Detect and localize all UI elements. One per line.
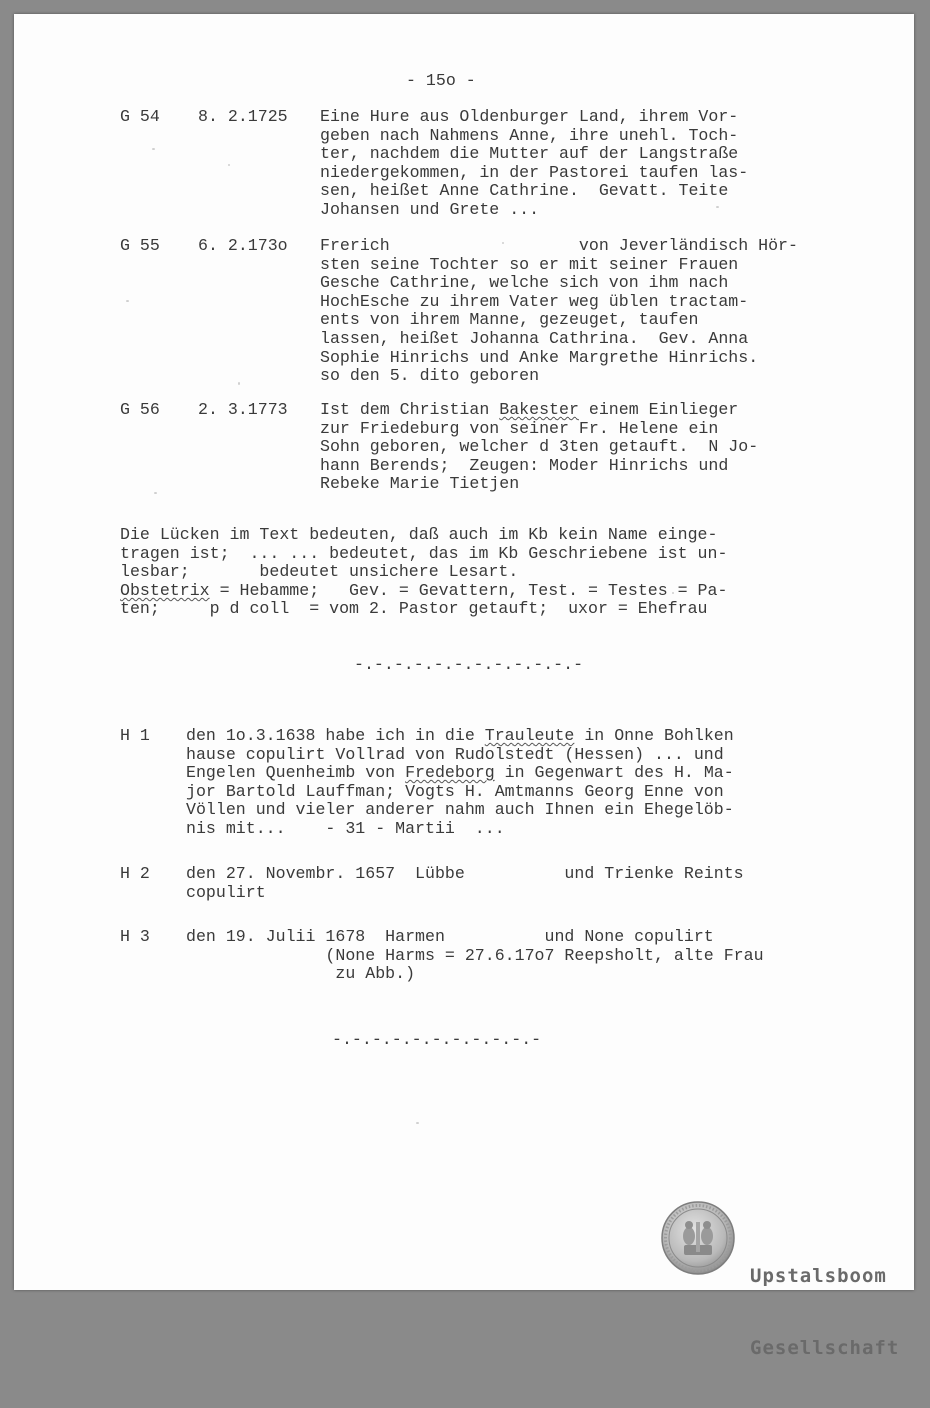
text-line: Ist dem Christian Bakester einem Einlieger <box>320 400 739 419</box>
section-divider: -.-.-.-.-.-.-.-.-.-.- <box>332 1030 542 1049</box>
text-line: zur Friedeburg von seiner Fr. Helene ein <box>320 418 719 438</box>
paper-speck <box>126 300 129 302</box>
text-line: (None Harms = 27.6.17o7 Reepsholt, alte Frau <box>186 945 764 965</box>
entry-text <box>186 928 764 984</box>
section-divider: -.-.-.-.-.-.-.-.-.-.-.- <box>354 655 584 674</box>
text-line: Johansen und Grete ... <box>320 199 540 219</box>
note-line: lesbar; bedeutet unsichere Lesart. <box>120 562 519 582</box>
wordmark-line: Upstalsboom <box>750 1265 887 1287</box>
underlined-word: Trauleute <box>484 726 575 745</box>
text-line: ents von ihrem Manne, gezeuget, taufen <box>320 310 699 330</box>
text-line: nis mit... - 31 - Martii ... <box>186 818 505 838</box>
text-line: Sophie Hinrichs und Anke Margrethe Hinrichs. <box>320 347 759 367</box>
text-line: Rebeke Marie Tietjen <box>320 474 520 494</box>
entry-text <box>186 865 744 902</box>
paper-speck <box>152 148 155 150</box>
underlined-word: Obstetrix <box>120 580 210 600</box>
text-line: Sohn geboren, welcher d 3ten getauft. N Jo- <box>320 437 759 457</box>
paper-speck <box>154 492 157 494</box>
entry-code: H 1 <box>120 726 150 745</box>
seal-icon <box>660 1200 736 1276</box>
text-line: hann Berends; Zeugen: Moder Hinrichs und <box>320 455 729 475</box>
text-line: Frerich von Jeverländisch Hör- <box>320 236 798 255</box>
text-line: sten seine Tochter so er mit seiner Frauen <box>320 254 739 274</box>
text-line: geben nach Nahmens Anne, ihre unehl. Toch- <box>320 125 739 145</box>
entry-date: 8. 2.1725 <box>198 107 288 126</box>
entry-date: 6. 2.173o <box>198 236 288 255</box>
entry-text <box>320 237 798 386</box>
note-line: tragen ist; ... ... bedeutet, das im Kb Geschriebene ist un- <box>120 543 728 563</box>
note-line: ten; p d coll = vom 2. Pastor getauft; uxor = Ehefrau <box>120 599 708 619</box>
text-line: den 27. Novembr. 1657 Lübbe und Trienke Reints <box>186 864 744 883</box>
entry-text <box>186 727 734 839</box>
text-line: HochEsche zu ihrem Vater weg üblen tractam- <box>320 291 749 311</box>
text-line: so den 5. dito geboren <box>320 366 540 386</box>
underlined-word: Bakester <box>499 400 579 419</box>
explanatory-note <box>120 526 727 619</box>
text-line: lassen, heißet Johanna Cathrina. Gev. Anna <box>320 328 749 348</box>
text-line: jor Bartold Lauffman; Vogts H. Amtmanns Georg Enne von <box>186 781 724 801</box>
document-page <box>14 14 914 1359</box>
entry-code: G 55 <box>120 236 160 255</box>
text-line: Gesche Cathrine, welche sich von ihm nach <box>320 273 729 293</box>
text-line: Völlen und vieler anderer nahm auch Ihnen ein Ehegelöb- <box>186 800 734 820</box>
text-line: ter, nachdem die Mutter auf der Langstraße <box>320 144 739 164</box>
paper-speck <box>416 1122 419 1124</box>
wordmark-line: Gesellschaft <box>750 1337 900 1359</box>
text-line: den 19. Julii 1678 Harmen und None copulirt <box>186 927 714 946</box>
text-line: sen, heißet Anne Cathrine. Gevatt. Teite <box>320 181 729 201</box>
text-line: copulirt <box>186 882 266 902</box>
entry-text <box>320 108 748 220</box>
entry-code: G 54 <box>120 107 160 126</box>
entry-date: 2. 3.1773 <box>198 400 288 419</box>
text-line: den 1o.3.1638 habe ich in die Trauleute in Onne Bohlken <box>186 726 734 745</box>
publisher-wordmark <box>750 1216 899 1408</box>
note-line: Die Lücken im Text bedeuten, daß auch im Kb kein Name einge- <box>120 525 718 544</box>
text-line: Engelen Quenheimb von Fredeborg in Gegenwart des H. Ma- <box>186 763 734 783</box>
entry-text <box>320 401 758 494</box>
paper-speck <box>238 382 240 385</box>
text-line: Eine Hure aus Oldenburger Land, ihrem Vor- <box>320 107 739 126</box>
text-line: niedergekommen, in der Pastorei taufen las- <box>320 162 749 182</box>
note-line: Obstetrix = Hebamme; Gev. = Gevattern, Test. = Testes = Pa- <box>120 580 728 600</box>
text-line: zu Abb.) <box>186 964 416 984</box>
text-line: hause copulirt Vollrad von Rudolstedt (Hessen) ... und <box>186 744 724 764</box>
entry-code: H 3 <box>120 927 150 946</box>
paper-speck <box>228 164 230 166</box>
underlined-word: Fredeborg <box>405 763 495 783</box>
entry-code: H 2 <box>120 864 150 883</box>
entry-code: G 56 <box>120 400 160 419</box>
page-number: - 15o - <box>406 71 476 90</box>
